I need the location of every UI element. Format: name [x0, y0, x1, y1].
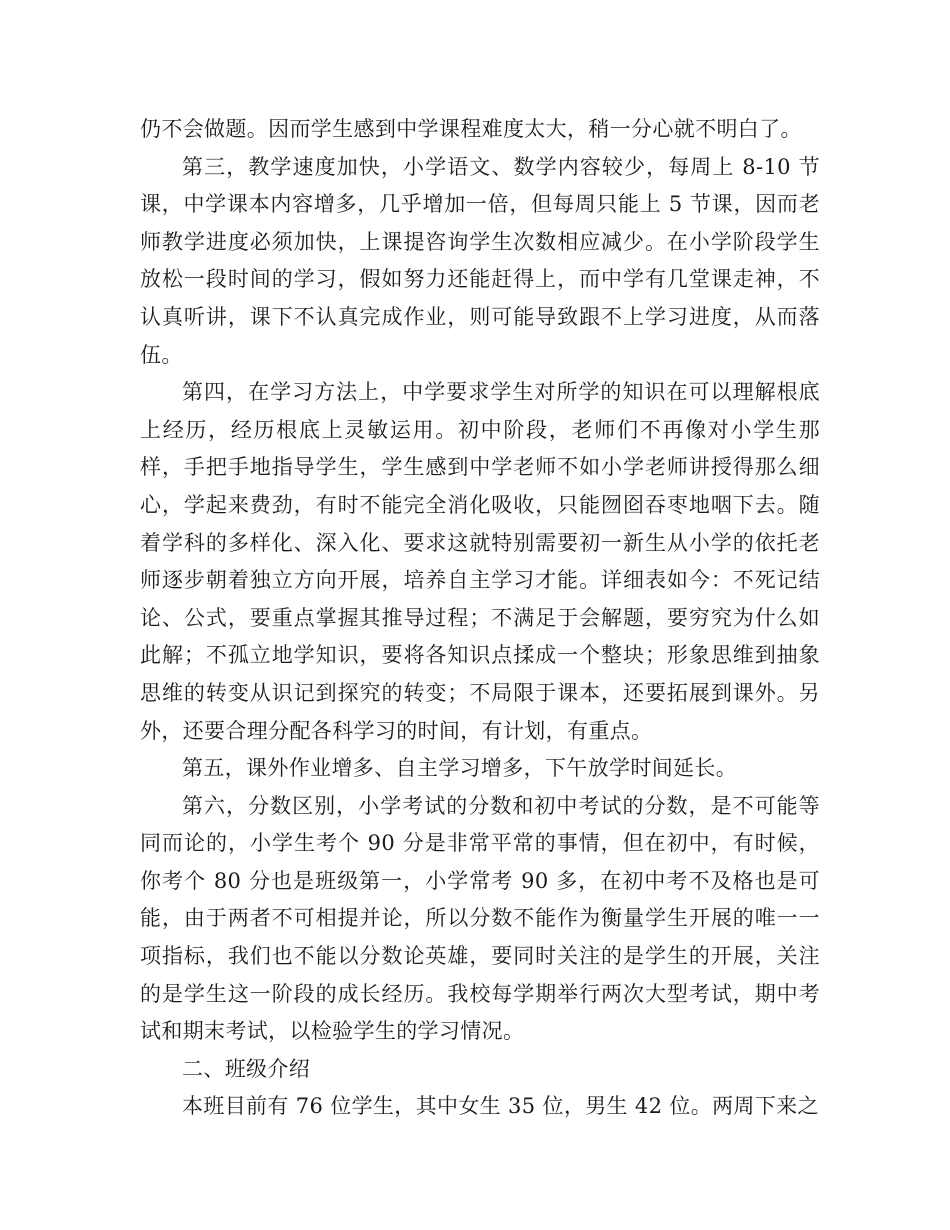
- paragraph-third-point: 第三，教学速度加快，小学语文、数学内容较少，每周上 8-10 节课，中学课本内容增多，几乎增加一倍，但每周只能上 5 节课，因而老师教学进度必须加快，上课提咨询学生次数相应减少。在小学阶段学生放松一段时间的学习，假如努力还能赶得上，而中学有几堂课走神，不认真听讲，课下不认真完成作业，则可能导致跟不上学习进度，从而落伍。: [140, 154, 820, 367]
- paragraph-fifth-point: 第五，课外作业增多、自主学习增多，下午放学时间延长。: [182, 756, 738, 781]
- document-body: [140, 111, 820, 1126]
- paragraph-continuation: 仍不会做题。因而学生感到中学课程难度太大，稍一分心就不明白了。: [140, 117, 802, 141]
- paragraph-sixth-point: 第六，分数区别，小学考试的分数和初中考试的分数，是不可能等同而论的，小学生考个 90 分是非常平常的事情，但在初中，有时候，你考个 80 分也是班级第一，小学常考 90 多，在初中考不及格也是可能，由于两者不可相提并论，所以分数不能作为衡量学生开展的唯一一项指标，我们也不能以分数论英雄，要同时关注的是学生的开展，关注的是学生这一阶段的成长经历。我校每学期举行两次大型考试，期中考试和期末考试，以检验学生的学习情况。: [140, 793, 820, 1044]
- section-heading-class-intro: 二、班级介绍: [182, 1056, 311, 1081]
- paragraph-fourth-point: 第四，在学习方法上，中学要求学生对所学的知识在可以理解根底上经历，经历根底上灵敏运用。初中阶段，老师们不再像对小学生那样，手把手地指导学生，学生感到中学老师不如小学老师讲授得那么细心，学起来费劲，有时不能完全消化吸收，只能囫囵吞枣地咽下去。随着学科的多样化、深入化、要求这就特别需要初一新生从小学的依托老师逐步朝着独立方向开展，培养自主学习才能。详细表如今：不死记结论、公式，要重点掌握其推导过程；不满足于会解题，要穷究为什么如此解；不孤立地学知识，要将各知识点揉成一个整块；形象思维到抽象思维的转变从识记到探究的转变；不局限于课本，还要拓展到课外。另外，还要合理分配各科学习的时间，有计划，有重点。: [140, 380, 820, 743]
- paragraph-class-intro: 本班目前有 76 位学生，其中女生 35 位，男生 42 位。两周下来之: [182, 1094, 819, 1119]
